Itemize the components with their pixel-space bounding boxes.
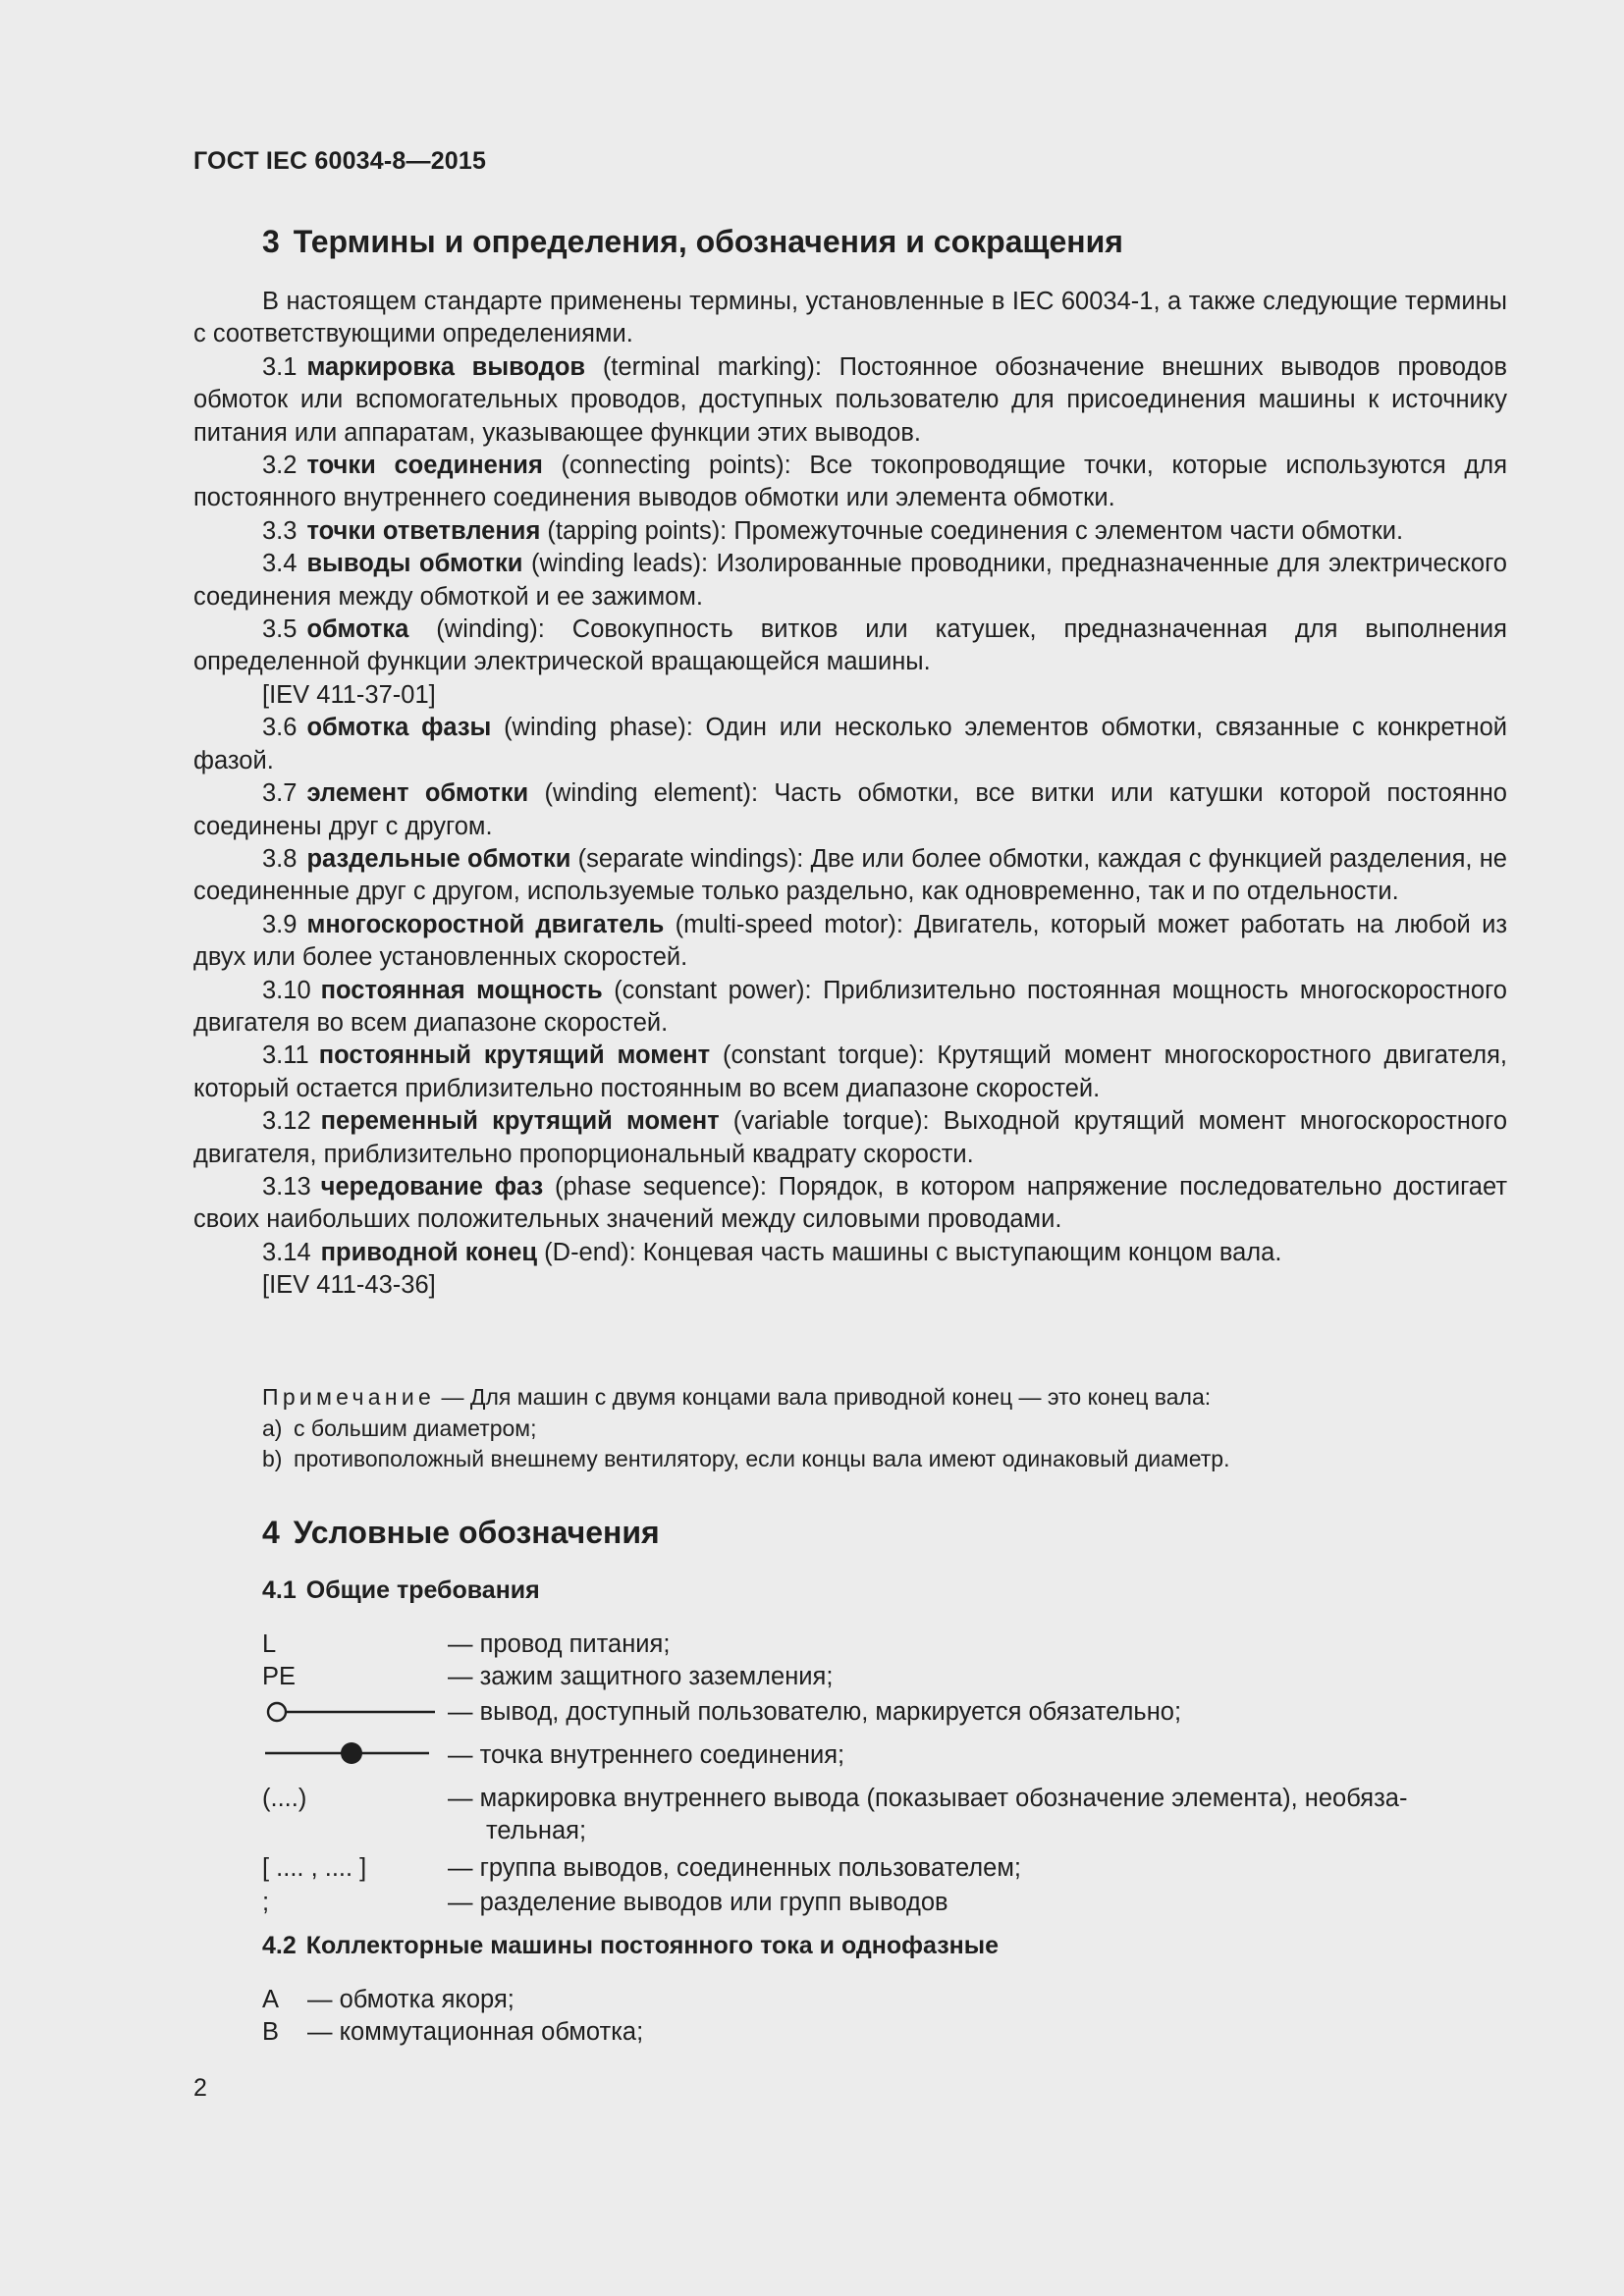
symbol-row bbox=[262, 1661, 1507, 1696]
term-name: многоскоростной двигатель bbox=[306, 910, 665, 938]
term-name: чередование фаз bbox=[320, 1172, 544, 1201]
term-name: постоянная мощность bbox=[320, 976, 603, 1004]
term-definition bbox=[193, 351, 1507, 450]
term-text: (terminal marking): Постоянное обозначение внешних выводов проводов обмоток или вспомогательных проводов, доступных пользователю для присоединения машины к источнику питания или аппаратам, указывающее функции этих выводов. bbox=[193, 352, 1507, 447]
term-reference: [IEV 411-37-01] bbox=[262, 680, 436, 709]
term-text: (phase sequence): Порядок, в котором напряжение последовательно достигает своих наибольших положительных значений между силовыми проводами. bbox=[193, 1172, 1508, 1234]
symbol-description-continuation: тельная; bbox=[486, 1817, 587, 1845]
term-text: (connecting points): Все токопроводящие точки, которые используются для постоянного внутреннего соединения выводов обмотки или элемента обмотки. bbox=[193, 452, 1507, 512]
symbol-label: PE bbox=[262, 1663, 297, 1690]
term-number: 3.7 bbox=[262, 779, 298, 808]
term-name: приводной конец bbox=[320, 1238, 538, 1266]
abbreviation-description: — коммутационная обмотка; bbox=[307, 2018, 644, 2047]
term-name: переменный крутящий момент bbox=[320, 1107, 720, 1136]
symbol-row bbox=[262, 1739, 1507, 1783]
note-item-letter: b) bbox=[262, 1446, 283, 1471]
term-reference: [IEV 411-43-36] bbox=[262, 1271, 436, 1300]
term-definition bbox=[193, 777, 1507, 843]
subsection-title: Коллекторные машины постоянного тока и однофазные bbox=[305, 1932, 1000, 1959]
abbreviation-list bbox=[262, 1984, 643, 2050]
section-3-heading bbox=[262, 224, 1123, 260]
abbreviation-row bbox=[262, 2016, 643, 2049]
symbol-row bbox=[262, 1629, 1507, 1661]
note-item-letter: a) bbox=[262, 1415, 283, 1441]
open-circle-terminal-icon bbox=[262, 1699, 439, 1725]
abbreviation-row bbox=[262, 1984, 643, 2016]
term-definition bbox=[193, 712, 1507, 777]
term-number: 3.14 bbox=[262, 1238, 311, 1266]
section-3-body bbox=[193, 286, 1507, 1303]
symbol-row bbox=[262, 1852, 1507, 1887]
term-text: (constant power): Приблизительно постоянная мощность многоскоростного двигателя во всем диапазоне скоростей. bbox=[193, 976, 1507, 1037]
term-number: 3.2 bbox=[262, 452, 298, 480]
note-item-text: противоположный внешнему вентилятору, если концы вала имеют одинаковый диаметр. bbox=[294, 1446, 1230, 1471]
term-name: точки ответвления bbox=[306, 516, 541, 545]
symbol-row bbox=[262, 1696, 1507, 1739]
abbreviation-letter: B bbox=[262, 2018, 280, 2047]
symbol-row bbox=[262, 1887, 1507, 1919]
term-number: 3.8 bbox=[262, 844, 298, 873]
term-name: раздельные обмотки bbox=[306, 844, 571, 873]
term-name: обмотка bbox=[306, 615, 409, 644]
term-number: 3.12 bbox=[262, 1107, 311, 1136]
term-text: (winding leads): Изолированные проводники, предназначенные для электрического соединения между обмоткой и ее зажимом. bbox=[193, 550, 1507, 611]
term-definition bbox=[193, 1105, 1507, 1171]
subsection-4-2-heading bbox=[262, 1932, 999, 1960]
symbol-description: — группа выводов, соединенных пользователем; bbox=[448, 1854, 1021, 1882]
term-number: 3.11 bbox=[262, 1041, 309, 1070]
term-name: постоянный крутящий момент bbox=[318, 1041, 711, 1070]
note-item-text: с большим диаметром; bbox=[294, 1415, 537, 1441]
term-name: выводы обмотки bbox=[306, 550, 523, 578]
term-definition bbox=[193, 975, 1507, 1041]
term-definition bbox=[193, 1237, 1507, 1269]
symbol-row bbox=[262, 1783, 1507, 1852]
section-title: Условные обозначения bbox=[293, 1515, 660, 1550]
term-number: 3.3 bbox=[262, 516, 298, 545]
term-text: (winding): Совокупность витков или катушек, предназначенная для выполнения определенной функции электрической вращающейся машины. bbox=[193, 615, 1507, 676]
standard-header: ГОСТ IEC 60034-8—2015 bbox=[193, 147, 487, 175]
symbol-description: — разделение выводов или групп выводов bbox=[448, 1889, 948, 1916]
term-text: (constant torque): Крутящий момент многоскоростного двигателя, который остается приблизительно постоянным во всем диапазоне скоростей. bbox=[193, 1041, 1507, 1102]
term-number: 3.1 bbox=[262, 352, 298, 381]
section-intro: В настоящем стандарте применены термины, установленные в IEC 60034-1, а также следующие термины с соответствующими определениями. bbox=[193, 288, 1507, 348]
term-text: (D-end): Концевая часть машины с выступающим концом вала. bbox=[537, 1238, 1282, 1266]
term-name: обмотка фазы bbox=[306, 714, 492, 742]
term-definition bbox=[193, 515, 1507, 548]
term-number: 3.13 bbox=[262, 1172, 311, 1201]
term-definition bbox=[193, 1040, 1507, 1105]
subsection-number: 4.1 bbox=[262, 1576, 297, 1604]
term-text: (variable torque): Выходной крутящий момент многоскоростного двигателя, приблизительно пропорциональный квадрату скорости. bbox=[193, 1107, 1507, 1168]
filled-dot-connection-icon bbox=[262, 1740, 439, 1766]
note-line bbox=[262, 1382, 1507, 1414]
symbol-description-line: — маркировка внутреннего вывода (показывает обозначение элемента), необяза- bbox=[448, 1785, 1408, 1812]
term-definition bbox=[193, 548, 1507, 614]
term-number: 3.6 bbox=[262, 714, 298, 742]
term-text: (winding phase): Один или несколько элементов обмотки, связанные с конкретной фазой. bbox=[193, 714, 1507, 774]
term-number: 3.4 bbox=[262, 550, 298, 578]
subsection-4-1-heading bbox=[262, 1576, 540, 1605]
symbol-label: (....) bbox=[262, 1785, 307, 1812]
symbol-description: — вывод, доступный пользователю, маркируется обязательно; bbox=[448, 1698, 1182, 1726]
section-number: 4 bbox=[262, 1515, 280, 1550]
subsection-title: Общие требования bbox=[305, 1576, 540, 1604]
term-definition bbox=[193, 450, 1507, 515]
note-text: — Для машин с двумя концами вала приводной конец — это конец вала: bbox=[435, 1384, 1212, 1410]
subsection-number: 4.2 bbox=[262, 1932, 297, 1959]
symbol-description: — точка внутреннего соединения; bbox=[448, 1741, 845, 1769]
term-name: точки соединения bbox=[306, 452, 543, 480]
term-definition bbox=[193, 1171, 1507, 1237]
term-number: 3.5 bbox=[262, 615, 298, 644]
term-number: 3.10 bbox=[262, 976, 311, 1004]
term-definition bbox=[193, 909, 1507, 975]
abbreviation-letter: A bbox=[262, 1986, 280, 2013]
symbol-list bbox=[262, 1629, 1507, 1919]
section-number: 3 bbox=[262, 224, 280, 259]
term-name: маркировка выводов bbox=[306, 352, 586, 381]
term-number: 3.9 bbox=[262, 910, 298, 938]
section-title: Термины и определения, обозначения и сокращения bbox=[293, 224, 1123, 259]
symbol-description: — зажим защитного заземления; bbox=[448, 1663, 834, 1690]
term-text: (tapping points): Промежуточные соединения с элементом части обмотки. bbox=[540, 516, 1404, 545]
symbol-label: [ .... , .... ] bbox=[262, 1854, 367, 1882]
term-text: (separate windings): Две или более обмотки, каждая с функцией разделения, не соединенные друг с другом, используемые только раздельно, как одновременно, так и по отдельности. bbox=[193, 844, 1507, 906]
terms-list bbox=[193, 351, 1507, 1303]
note-item bbox=[262, 1414, 1507, 1445]
symbol-label: L bbox=[262, 1630, 277, 1658]
note-item bbox=[262, 1444, 1507, 1475]
symbol-description bbox=[448, 1783, 1507, 1848]
note-label: Примечание bbox=[262, 1384, 436, 1410]
term-text: (multi-speed motor): Двигатель, который может работать на любой из двух или более установленных скоростей. bbox=[193, 910, 1508, 972]
symbol-description: — провод питания; bbox=[448, 1630, 671, 1658]
term-name: элемент обмотки bbox=[306, 779, 529, 808]
page-number: 2 bbox=[193, 2074, 207, 2102]
section-4-heading bbox=[262, 1515, 660, 1551]
term-definition bbox=[193, 843, 1507, 909]
abbreviation-description: — обмотка якоря; bbox=[307, 1986, 514, 2013]
symbol-label: ; bbox=[262, 1889, 270, 1916]
note-block bbox=[262, 1382, 1507, 1475]
term-definition bbox=[193, 614, 1507, 679]
term-text: (winding element): Часть обмотки, все витки или катушки которой постоянно соединены друг с другом. bbox=[193, 779, 1507, 840]
